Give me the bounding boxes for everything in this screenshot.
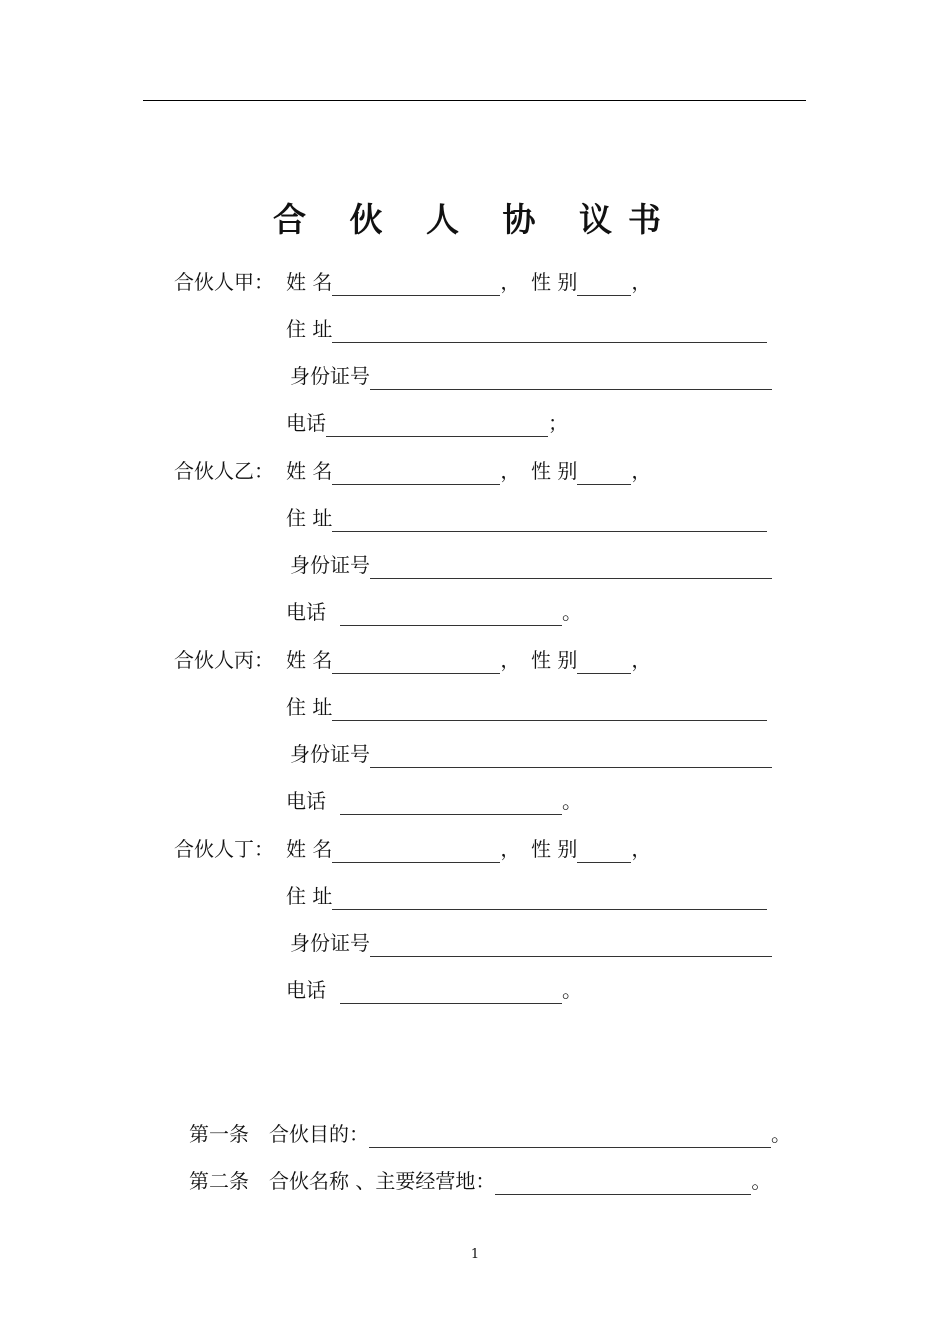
gender-label: 性 别 [531, 837, 578, 861]
gender-label: 性 别 [531, 270, 578, 294]
phone-label: 电话 [286, 978, 326, 1002]
phone-row [286, 409, 568, 437]
address-label: 住 址 [286, 506, 333, 530]
partner-label: 合伙人乙： [174, 459, 274, 483]
address-row [286, 882, 767, 910]
name-field [286, 646, 520, 674]
id-number-row [290, 551, 772, 579]
id-number-label: 身份证号 [290, 742, 370, 766]
name-blank[interactable] [332, 273, 500, 296]
name-field [286, 268, 520, 296]
gender-field [531, 457, 651, 485]
id-number-label: 身份证号 [290, 364, 370, 388]
gender-field [531, 646, 651, 674]
id-number-blank[interactable] [370, 556, 772, 579]
comma: ， [500, 837, 521, 861]
partner-label: 合伙人丙： [174, 648, 274, 672]
article-end: 。 [751, 1169, 772, 1193]
address-label: 住 址 [286, 695, 333, 719]
phone-row [286, 976, 582, 1004]
name-label: 姓 名 [286, 837, 333, 861]
gender-blank[interactable] [577, 273, 631, 296]
header-rule [143, 100, 806, 101]
id-number-label: 身份证号 [290, 931, 370, 955]
id-number-blank[interactable] [370, 934, 772, 957]
id-number-row [290, 362, 772, 390]
gender-label: 性 别 [531, 459, 578, 483]
id-number-row [290, 740, 772, 768]
gender-blank[interactable] [577, 840, 631, 863]
name-field [286, 835, 520, 863]
address-row [286, 693, 767, 721]
gender-blank[interactable] [577, 651, 631, 674]
phone-blank[interactable] [326, 414, 548, 437]
comma: ， [631, 270, 652, 294]
article-blank[interactable] [495, 1172, 751, 1195]
partner-label: 合伙人丁： [174, 837, 274, 861]
phone-blank[interactable] [340, 603, 562, 626]
comma: ， [631, 837, 652, 861]
name-blank[interactable] [332, 651, 500, 674]
partner-label: 合伙人甲： [174, 270, 274, 294]
gender-field [531, 268, 651, 296]
comma: ， [500, 648, 521, 672]
address-blank[interactable] [332, 320, 767, 343]
document-title: 合 伙 人 协 议书 [273, 200, 677, 239]
id-number-row [290, 929, 772, 957]
phone-row [286, 787, 582, 815]
phone-blank[interactable] [340, 981, 562, 1004]
address-row [286, 504, 767, 532]
gender-blank[interactable] [577, 462, 631, 485]
page-number: 1 [470, 1247, 480, 1262]
address-blank[interactable] [332, 887, 767, 910]
id-number-blank[interactable] [370, 367, 772, 390]
address-blank[interactable] [332, 509, 767, 532]
name-field [286, 457, 520, 485]
address-blank[interactable] [332, 698, 767, 721]
article-number: 第一条 [189, 1122, 249, 1146]
phone-end: 。 [562, 600, 582, 624]
phone-end: 。 [562, 978, 582, 1002]
address-label: 住 址 [286, 884, 333, 908]
address-label: 住 址 [286, 317, 333, 341]
id-number-label: 身份证号 [290, 553, 370, 577]
name-blank[interactable] [332, 462, 500, 485]
name-label: 姓 名 [286, 648, 333, 672]
phone-end: ； [548, 411, 568, 435]
phone-label: 电话 [286, 411, 326, 435]
article-text: 合伙名称 、主要经营地： [269, 1169, 496, 1193]
comma: ， [500, 270, 521, 294]
gender-label: 性 别 [531, 648, 578, 672]
phone-label: 电话 [286, 789, 326, 813]
comma: ， [500, 459, 521, 483]
article-2 [189, 1167, 771, 1195]
address-row [286, 315, 767, 343]
comma: ， [631, 648, 652, 672]
article-end: 。 [771, 1122, 791, 1146]
phone-blank[interactable] [340, 792, 562, 815]
article-blank[interactable] [369, 1125, 771, 1148]
article-1 [189, 1120, 791, 1148]
gender-field [531, 835, 651, 863]
name-label: 姓 名 [286, 459, 333, 483]
name-label: 姓 名 [286, 270, 333, 294]
article-text: 合伙目的： [269, 1122, 369, 1146]
phone-label: 电话 [286, 600, 326, 624]
comma: ， [631, 459, 652, 483]
phone-row [286, 598, 582, 626]
article-number: 第二条 [189, 1169, 249, 1193]
phone-end: 。 [562, 789, 582, 813]
name-blank[interactable] [332, 840, 500, 863]
id-number-blank[interactable] [370, 745, 772, 768]
